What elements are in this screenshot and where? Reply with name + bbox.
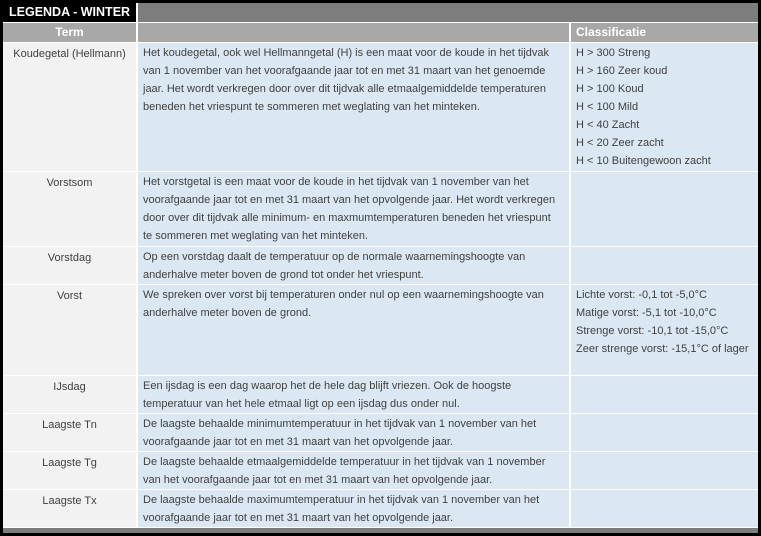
description-cell bbox=[138, 452, 571, 489]
classification-cell bbox=[571, 490, 758, 527]
description-cell bbox=[138, 490, 571, 527]
term-cell: Vorstdag bbox=[3, 247, 138, 284]
description-text: Een ijsdag is een dag waarop het de hele dag blijft vriezen. Ook de hoogste temperatuur van het hele etmaal ligt op een ijsdag dus onder nul. bbox=[143, 380, 512, 410]
classification-line: H < 20 Zeer zacht bbox=[576, 137, 664, 149]
term-cell: Koudegetal (Hellmann) bbox=[3, 43, 138, 171]
term-cell: IJsdag bbox=[3, 376, 138, 413]
classification-line: H < 40 Zacht bbox=[576, 119, 640, 131]
description-text: Het vorstgetal is een maat voor de koude in het tijdvak van 1 november van het voorafgaande jaar tot en met 31 maart van het opvolgende jaar. Het wordt verkregen door over dit tijdvak alle minimum- en maxmumtemperaturen beneden het vriespunt te sommeren met weglating van het minteken. bbox=[143, 176, 556, 242]
classification-cell bbox=[571, 43, 758, 171]
title-row bbox=[3, 3, 758, 23]
column-header-row bbox=[3, 23, 758, 43]
classification-cell bbox=[571, 247, 758, 284]
classification-line: H > 300 Streng bbox=[576, 47, 651, 59]
classification-line: H > 100 Koud bbox=[576, 83, 644, 95]
table-row bbox=[3, 376, 758, 414]
classification-line: Lichte vorst: -0,1 tot -5,0°C bbox=[576, 289, 707, 301]
classification-line: H < 100 Mild bbox=[576, 101, 639, 113]
description-text: Het koudegetal, ook wel Hellmanngetal (H) is een maat voor de koude in het tijdvak van 1 november van het voorafgaande jaar tot en met 31 maart van het genoemde jaar. Het wordt verkregen door over dit tijdvak alle etmaalgemiddelde temperaturen beneden het vriespunt te sommeren met weglating van het minteken. bbox=[143, 47, 550, 113]
table-body bbox=[3, 43, 758, 528]
term-cell: Laagste Tn bbox=[3, 414, 138, 451]
table-row bbox=[3, 285, 758, 376]
table-row bbox=[3, 414, 758, 452]
description-cell bbox=[138, 247, 571, 284]
table-row bbox=[3, 43, 758, 172]
classification-line: H < 10 Buitengewoon zacht bbox=[576, 155, 711, 167]
description-cell bbox=[138, 172, 571, 246]
table-footer bbox=[3, 528, 758, 536]
description-cell bbox=[138, 43, 571, 171]
table-row bbox=[3, 452, 758, 490]
classification-line: Matige vorst: -5,1 tot -10,0°C bbox=[576, 307, 717, 319]
legend-title: LEGENDA - WINTER bbox=[3, 3, 138, 22]
column-header-classification: Classificatie bbox=[571, 23, 758, 42]
description-cell bbox=[138, 414, 571, 451]
classification-cell bbox=[571, 285, 758, 375]
description-text: Op een vorstdag daalt de temperatuur op de normale waarnemingshoogte van anderhalve meter boven de grond tot onder het vriespunt. bbox=[143, 251, 526, 281]
title-row-filler bbox=[138, 3, 758, 22]
description-text: De laagste behaalde maximumtemperatuur in het tijdvak van 1 november van het voorafgaande jaar tot en met 31 maart van het opvolgende jaar. bbox=[143, 494, 540, 524]
description-text: De laagste behaalde etmaalgemiddelde temperatuur in het tijdvak van 1 november van het voorafgaande jaar tot en met 31 maart van het opvolgende jaar. bbox=[143, 456, 546, 486]
description-text: De laagste behaalde minimumtemperatuur in het tijdvak van 1 november van het voorafgaande jaar tot en met 31 maart van het opvolgende jaar. bbox=[143, 418, 537, 448]
table-row bbox=[3, 247, 758, 285]
description-cell bbox=[138, 285, 571, 375]
term-cell: Laagste Tg bbox=[3, 452, 138, 489]
description-text: We spreken over vorst bij temperaturen onder nul op een waarnemingshoogte van anderhalve meter boven de grond. bbox=[143, 289, 544, 319]
column-header-description bbox=[138, 23, 571, 42]
term-cell: Laagste Tx bbox=[3, 490, 138, 527]
classification-cell bbox=[571, 172, 758, 246]
column-header-term: Term bbox=[3, 23, 138, 42]
classification-line: H > 160 Zeer koud bbox=[576, 65, 668, 77]
table-row bbox=[3, 490, 758, 528]
description-cell bbox=[138, 376, 571, 413]
classification-line: Strenge vorst: -10,1 tot -15,0°C bbox=[576, 325, 729, 337]
classification-line: Zeer strenge vorst: -15,1°C of lager bbox=[576, 343, 749, 355]
table-row bbox=[3, 172, 758, 247]
classification-cell bbox=[571, 452, 758, 489]
term-cell: Vorstsom bbox=[3, 172, 138, 246]
classification-cell bbox=[571, 376, 758, 413]
term-cell: Vorst bbox=[3, 285, 138, 375]
classification-cell bbox=[571, 414, 758, 451]
